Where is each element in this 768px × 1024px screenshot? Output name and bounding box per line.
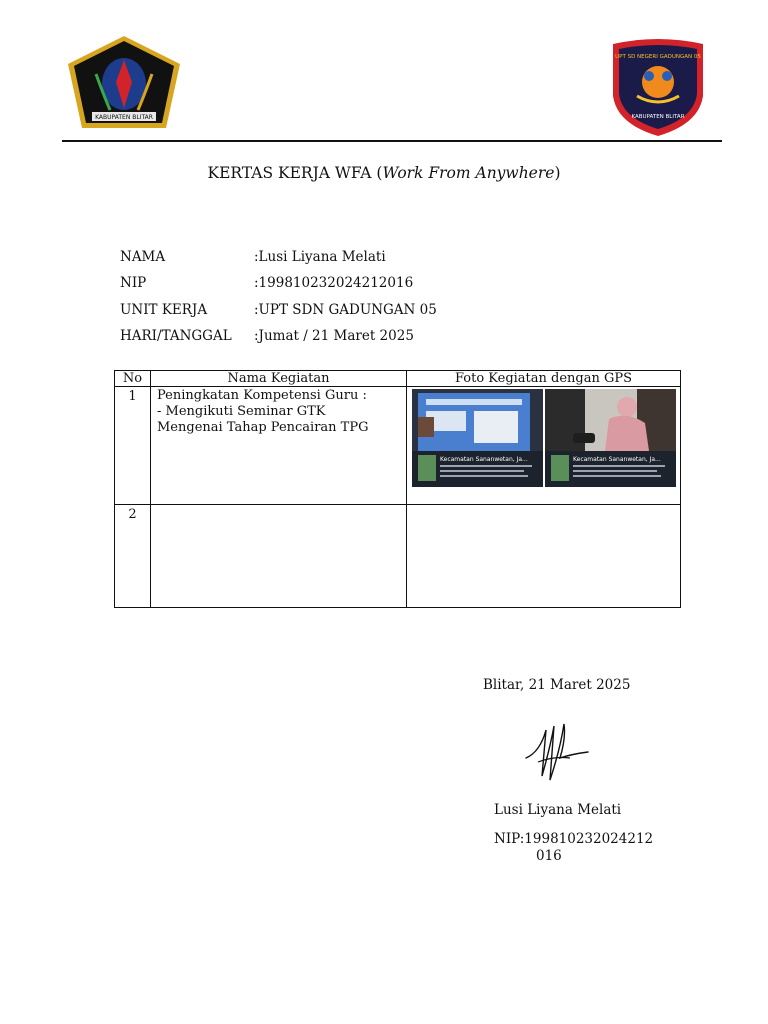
signer-nip bbox=[494, 831, 674, 865]
nip-line: NIP:199810232024212 bbox=[494, 831, 654, 847]
activity-line: Peningkatan Kompetensi Guru : bbox=[157, 388, 367, 403]
info-value: :199810232024212016 bbox=[254, 275, 414, 291]
signature-icon bbox=[520, 718, 592, 786]
row-number: 1 bbox=[115, 387, 151, 505]
table-row bbox=[115, 505, 681, 608]
right-logo-top-label: UPT SD NEGERI GADUNGAN 05 bbox=[615, 54, 701, 60]
upt-sdn-gadungan-logo bbox=[609, 36, 707, 138]
signer-name: Lusi Liyana Melati bbox=[494, 802, 622, 818]
title-italic: Work From Anywhere bbox=[382, 164, 555, 182]
photo-location: Kecamatan Sananwetan, Ja... bbox=[440, 456, 528, 463]
nip-line-continued: 016 bbox=[536, 848, 562, 864]
info-label: HARI/TANGGAL bbox=[120, 328, 232, 344]
row-number: 2 bbox=[115, 505, 151, 608]
screen-photo-icon[interactable] bbox=[412, 389, 543, 487]
left-logo-label: KABUPATEN BLITAR bbox=[95, 114, 153, 121]
header-no: No bbox=[115, 371, 151, 387]
header-activity: Nama Kegiatan bbox=[151, 371, 407, 387]
kabupaten-blitar-logo bbox=[66, 34, 182, 130]
photo-cell bbox=[407, 505, 681, 608]
activity-line: Mengenai Tahap Pencairan TPG bbox=[157, 420, 369, 435]
photo-location: Kecamatan Sananwetan, Ja... bbox=[573, 456, 661, 463]
table-row bbox=[115, 387, 681, 505]
photo-cell bbox=[407, 387, 681, 505]
right-logo-bottom-label: KABUPATEN BLITAR bbox=[631, 114, 685, 120]
info-value: :Lusi Liyana Melati bbox=[254, 249, 386, 265]
header-photo: Foto Kegiatan dengan GPS bbox=[407, 371, 681, 387]
activity-line: - Mengikuti Seminar GTK bbox=[157, 404, 326, 419]
activity-table bbox=[114, 370, 681, 608]
info-label: NIP bbox=[120, 275, 147, 291]
header-divider bbox=[62, 140, 722, 142]
activity-cell bbox=[151, 505, 407, 608]
info-value: :Jumat / 21 Maret 2025 bbox=[254, 328, 414, 344]
info-label: NAMA bbox=[120, 249, 166, 265]
table-header-row bbox=[115, 371, 681, 387]
document-title: KERTAS KERJA WFA (Work From Anywhere) bbox=[207, 164, 561, 182]
person-photo-icon[interactable] bbox=[545, 389, 676, 487]
info-label: UNIT KERJA bbox=[120, 302, 208, 318]
info-value: :UPT SDN GADUNGAN 05 bbox=[254, 302, 437, 318]
signature-place-date: Blitar, 21 Maret 2025 bbox=[483, 677, 631, 693]
activity-cell bbox=[151, 387, 407, 505]
